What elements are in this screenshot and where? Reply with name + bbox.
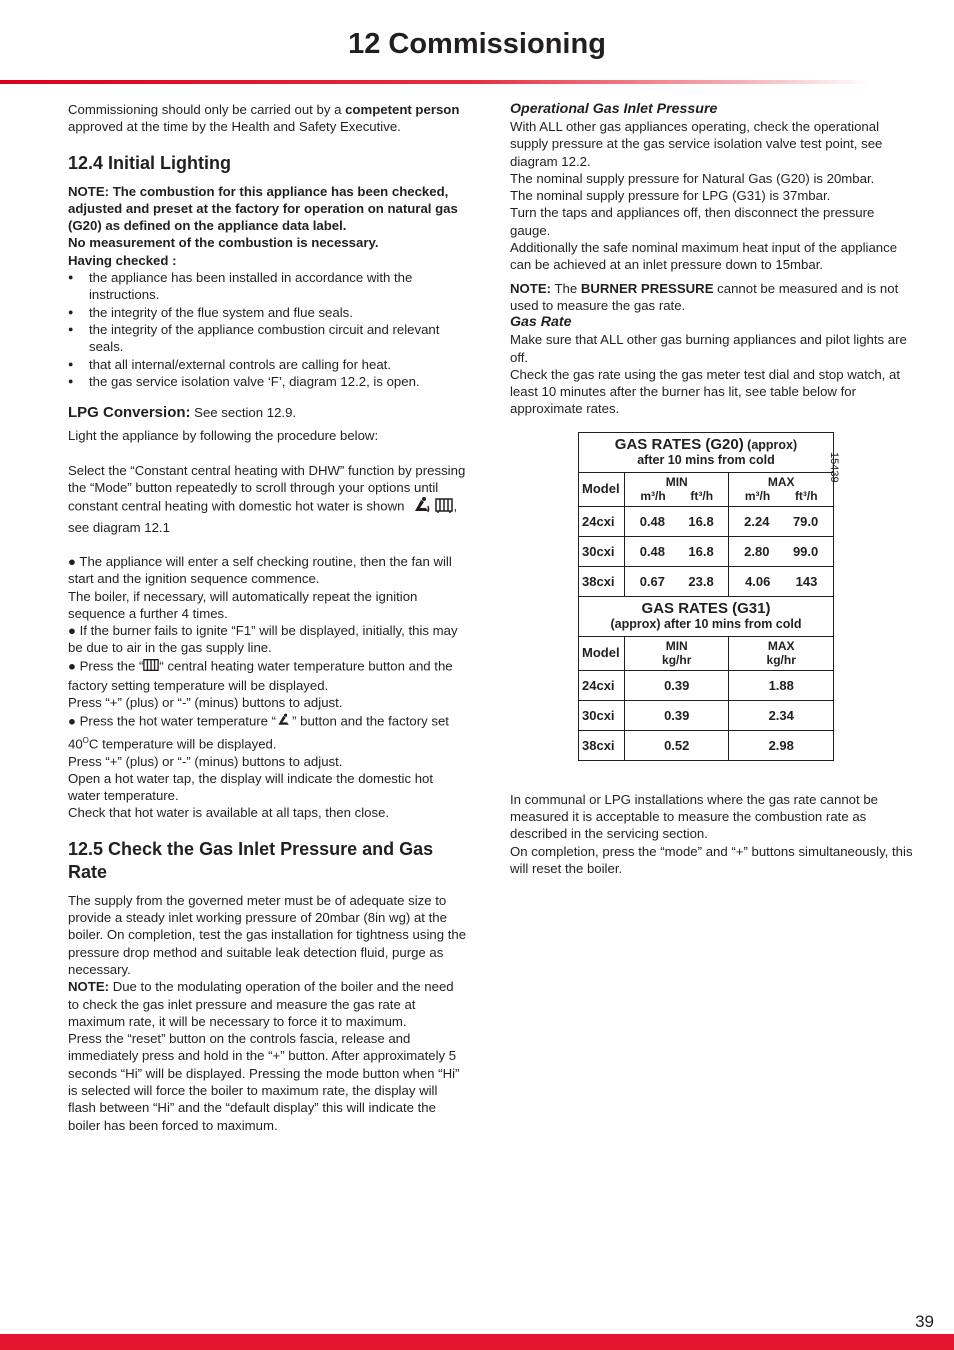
left-column (68, 101, 468, 1134)
note-label: NOTE: (68, 979, 110, 995)
value-cell: 99.0 (792, 543, 819, 559)
min-cell (625, 566, 729, 596)
ogip-disconnect: Turn the taps and appliances off, then disconnect the pressure gauge. (510, 205, 875, 238)
g20-subtitle: after 10 mins from cold (637, 452, 775, 467)
ogip-g31-pressure: The nominal supply pressure for LPG (G31) is 37mbar. (510, 188, 831, 204)
section-12-4-heading: 12.4 Initial Lighting (68, 152, 232, 173)
model-column-header: Model (579, 636, 625, 670)
intro-bold: competent person (345, 102, 460, 117)
tap-icon (276, 712, 292, 732)
note-text: The (551, 280, 581, 296)
f1-paragraph: ● If the burner fails to ignite “F1” will be displayed, initially, this may be due to air in the gas supply line. (68, 623, 458, 656)
figure-code: 15439 (828, 452, 840, 483)
g31-subtitle: (approx) after 10 mins from cold (610, 616, 802, 631)
value-cell: 2.24 (744, 513, 770, 529)
checks-list (68, 269, 468, 390)
max-label: MAX (767, 639, 795, 654)
model-column-header: Model (579, 472, 625, 506)
hw-temp-text-1: ● Press the hot water temperature “ (68, 713, 277, 729)
see-diagram-text: , see diagram 12.1 (68, 498, 458, 535)
ogip-heat-input: Additionally the safe nominal maximum heat input of the appliance can be achieved at an inlet pressure down to 15mbar. (510, 240, 898, 273)
operational-gas-inlet-pressure-heading: Operational Gas Inlet Pressure (510, 101, 718, 117)
model-cell: 38cxi (579, 730, 625, 760)
adjust-instruction: Press “+” (plus) or “-” (minus) buttons to adjust. (68, 695, 343, 711)
modulating-note-text: Due to the modulating operation of the boiler and the need to check the gas inlet pressure and measure the gas rate at maximum rate, it will be necessary to force it to maximum. (68, 979, 454, 1029)
note-text-end: cannot be measured and is not used to measure the gas rate. (510, 280, 899, 313)
degree-sup: O (82, 735, 89, 745)
light-procedure: Light the appliance by following the procedure below: (68, 428, 379, 444)
value-cell: 2.34 (729, 700, 834, 730)
unit-m3: m³/h (744, 489, 771, 504)
communal-lpg-paragraph: In communal or LPG installations where the gas rate cannot be measured it is acceptable to measure the combustion rate as described in the servicing section. (510, 791, 878, 842)
lpg-heading-text: LPG Conversion: (68, 404, 191, 422)
max-cell (729, 506, 834, 536)
page-number: 39 (915, 1312, 934, 1331)
section-12-5-heading: 12.5 Check the Gas Inlet Pressure and Gas Rate (68, 838, 434, 882)
max-cell (729, 566, 834, 596)
value-cell: 23.8 (688, 573, 714, 589)
note-label: NOTE: (510, 280, 552, 296)
max-cell (729, 536, 834, 566)
min-label: MIN (665, 475, 688, 490)
gas-rate-heading: Gas Rate (510, 314, 572, 331)
combustion-note: NOTE: The combustion for this appliance has been checked, adjusted and preset at the factory for operation on natural gas (G20) as defined on the appliance data label. (68, 183, 458, 234)
adjust-instruction: Press “+” (plus) or “-” (minus) buttons to adjust. (68, 753, 343, 769)
list-item: ● the integrity of the flue system and flue seals. (68, 304, 468, 321)
table-row (579, 536, 834, 566)
ogip-g20-pressure: The nominal supply pressure for Natural Gas (G20) is 20mbar. (510, 170, 875, 186)
intro-paragraph (68, 101, 468, 136)
gas-rate-paragraph-1: Make sure that ALL other gas burning appliances and pilot lights are off. (510, 332, 907, 365)
list-item: ● the integrity of the appliance combustion circuit and relevant seals. (68, 321, 468, 356)
hw-temperature-paragraph (68, 712, 468, 753)
table-row (579, 506, 834, 536)
value-cell: 2.80 (744, 543, 770, 559)
unit-m3: m³/h (640, 489, 666, 504)
lpg-see-section: See section 12.9. (190, 405, 297, 421)
model-cell: 30cxi (579, 700, 625, 730)
intro-text: Commissioning should only be carried out by a (68, 102, 346, 117)
select-function-paragraph (68, 462, 468, 536)
hot-water-tap-paragraph: Open a hot water tap, the display will indicate the domestic hot water temperature. (68, 770, 434, 804)
model-cell: 24cxi (579, 670, 625, 700)
model-cell: 30cxi (579, 536, 625, 566)
reset-boiler-paragraph: On completion, press the “mode” and “+” buttons simultaneously, this will reset the boiler. (510, 843, 913, 876)
max-label: MAX (767, 475, 795, 490)
ch-temperature-paragraph (68, 657, 468, 695)
ch-temp-text-1: ● Press the “ (68, 658, 144, 674)
value-cell: 1.88 (729, 670, 834, 700)
value-cell: 16.8 (688, 543, 714, 559)
list-item: ● the gas service isolation valve ‘F’, diagram 12.2, is open. (68, 373, 468, 390)
list-item: ● that all internal/external controls are calling for heat. (68, 356, 468, 373)
value-cell: 0.48 (639, 513, 666, 529)
page-title: 12 Commissioning (348, 28, 606, 60)
g20-table-header (579, 432, 834, 472)
value-cell: 143 (795, 573, 818, 589)
self-check-paragraph: ● The appliance will enter a self checking routine, then the fan will start and the ignition sequence commence. (68, 553, 452, 587)
g20-title: GAS RATES (G20) (614, 435, 744, 453)
unit-ft3: ft³/h (794, 489, 818, 504)
value-cell: 0.39 (625, 700, 729, 730)
unit-ft3: ft³/h (690, 489, 714, 504)
burner-pressure-bold: BURNER PRESSURE (580, 280, 714, 296)
unit-kg: kg/hr (766, 653, 796, 668)
radiator-icon (143, 657, 159, 677)
hw-temp-text-2: ” button and the factory set 40 (68, 713, 449, 752)
intro-text-end: approved at the time by the Health and Safety Executive. (68, 119, 401, 135)
value-cell: 0.52 (625, 730, 729, 760)
tap-icon (412, 496, 432, 518)
value-cell: 0.67 (639, 573, 666, 589)
max-column-header (729, 472, 834, 506)
burner-pressure-note (510, 280, 915, 315)
gas-rate-paragraph-2: Check the gas rate using the gas meter test dial and stop watch, at least 10 minutes after the burner has lit, see table below for approximate rates. (510, 366, 900, 417)
value-cell: 4.06 (745, 573, 771, 589)
min-column-header (625, 636, 729, 670)
right-column (510, 101, 915, 877)
having-checked-label: Having checked : (68, 252, 177, 268)
min-label: MIN (665, 639, 688, 654)
model-cell: 38cxi (579, 566, 625, 596)
min-column-header (625, 472, 729, 506)
check-taps-paragraph: Check that hot water is available at all taps, then close. (68, 805, 390, 821)
reset-procedure-paragraph: Press the “reset” button on the controls fascia, release and immediately press and hold in the “+” button. After approximately 5 seconds “Hi” will be displayed. Pressing the mode button when “Hi” is selected will force the boiler to maximum rate, the display will flash between “Hi” and the “default display” this will indicate the boiler has been forced to maximum. (68, 1031, 460, 1133)
ogip-paragraph: With ALL other gas appliances operating, check the operational supply pressure at the gas service isolation valve test point, see diagram 12.2. (510, 119, 883, 169)
hw-temp-text-3: C temperature will be displayed. (88, 736, 277, 752)
value-cell: 0.48 (639, 543, 666, 559)
max-column-header (729, 636, 834, 670)
table-row (579, 730, 834, 760)
gas-rates-table (578, 432, 834, 761)
table-row (579, 700, 834, 730)
value-cell: 0.39 (625, 670, 729, 700)
min-cell (625, 506, 729, 536)
g31-table-header (579, 596, 834, 636)
ignition-repeat-paragraph: The boiler, if necessary, will automatically repeat the ignition sequence a further 4 times. (68, 588, 418, 621)
no-measurement-note: No measurement of the combustion is necessary. (68, 235, 379, 251)
governed-meter-paragraph: The supply from the governed meter must be of adequate size to provide a steady inlet working pressure of 20mbar (8in wg) at the boiler. On completion, test the gas installation for tightness using the pressure drop method and suitable leak detection fluid, purge as necessary. (68, 892, 467, 977)
model-cell: 24cxi (579, 506, 625, 536)
select-function-text: Select the “Constant central heating with DHW” function by pressing the “Mode” button repeatedly to scroll through your options until constant central heating with domestic hot water is shown (68, 462, 466, 514)
title-rule (0, 80, 870, 84)
footer-bar (0, 1334, 954, 1350)
min-cell (625, 536, 729, 566)
value-cell: 2.98 (729, 730, 834, 760)
g20-approx: (approx) (743, 437, 798, 452)
ch-temp-text-2: “ central heating water temperature button and the factory setting temperature will be displayed. (68, 658, 453, 694)
lpg-conversion-heading (68, 404, 468, 421)
table-row (579, 670, 834, 700)
value-cell: 79.0 (792, 513, 819, 529)
value-cell: 16.8 (688, 513, 714, 529)
g31-title: GAS RATES (G31) (641, 599, 771, 617)
modulating-note (68, 978, 468, 1030)
list-item: ● the appliance has been installed in accordance with the instructions. (68, 269, 468, 304)
unit-kg: kg/hr (662, 653, 692, 668)
table-row (579, 566, 834, 596)
radiator-icon (435, 496, 453, 518)
